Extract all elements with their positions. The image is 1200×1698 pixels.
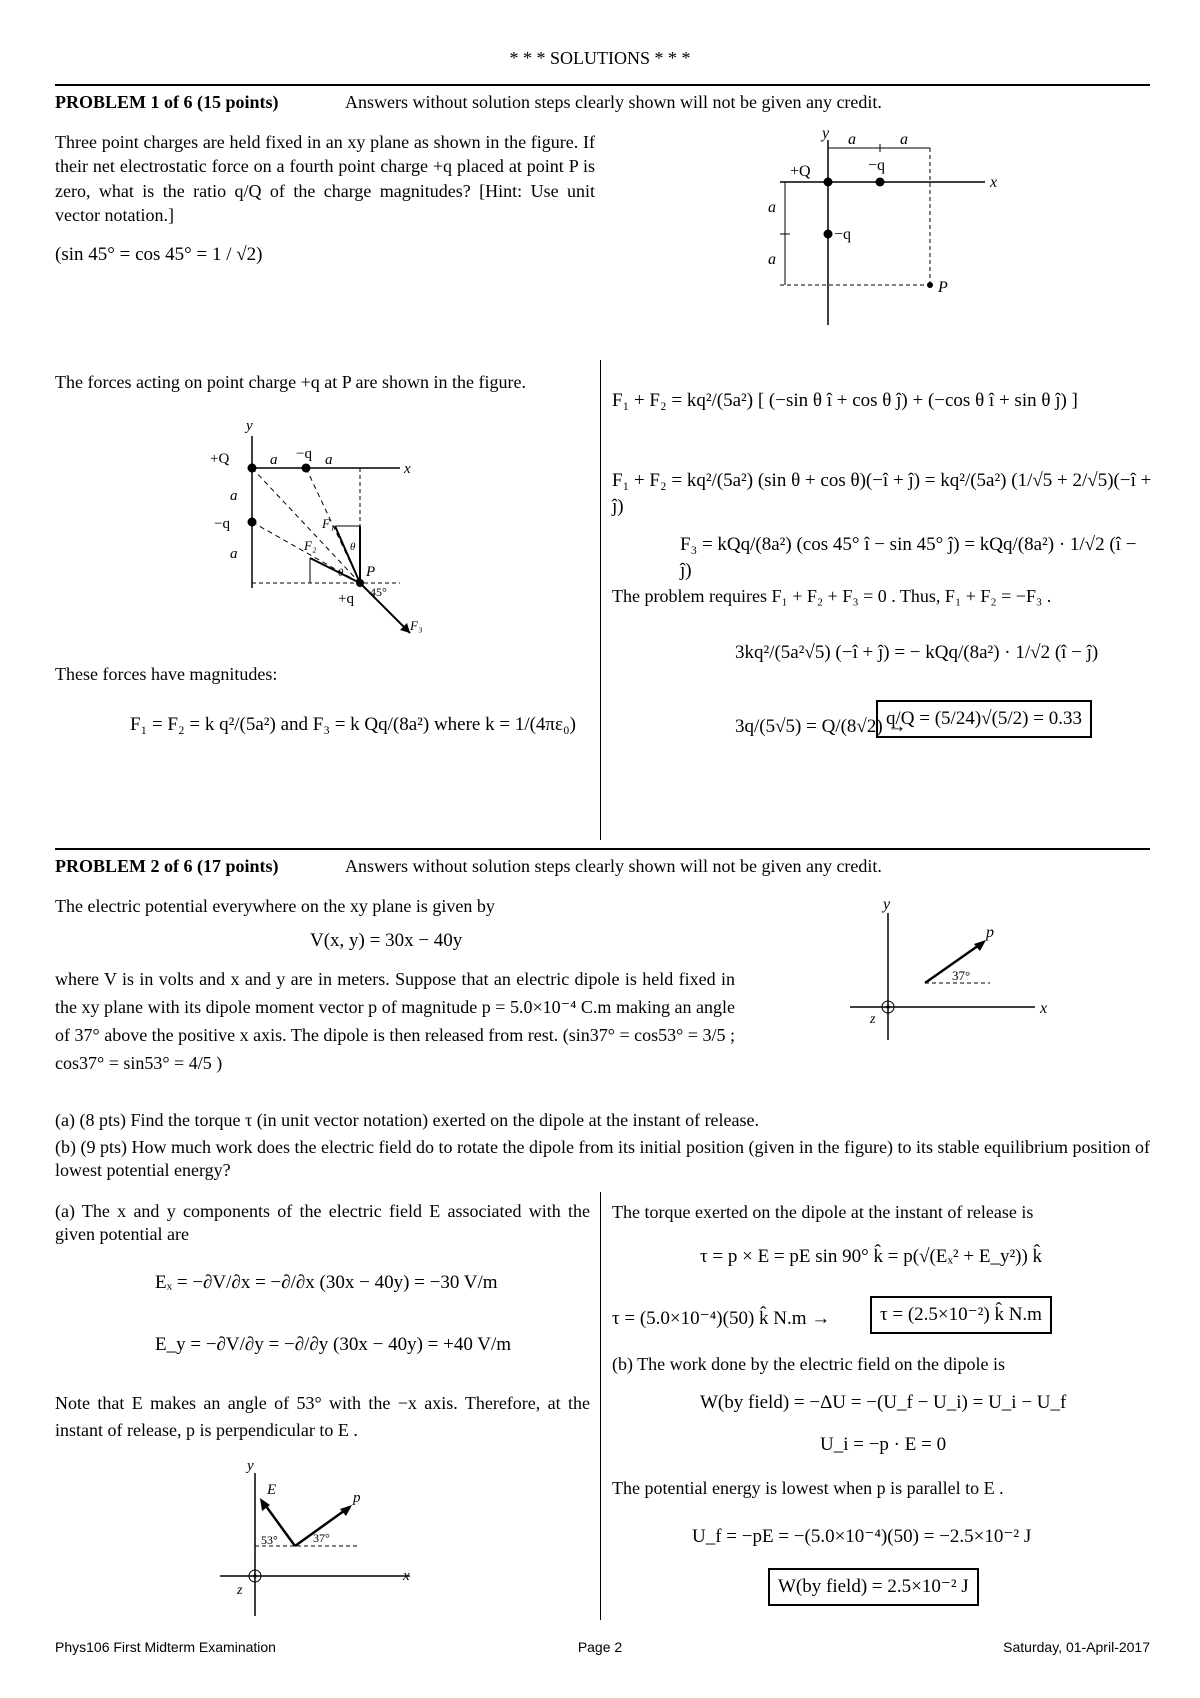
problem1-requirement: The problem requires F₁ + F₂ + F₃ = 0 . Thus, F₁ + F₂ = −F₃ . <box>612 586 1052 606</box>
problem2-question-a: (a) (8 pts) Find the torque τ (in unit vector notation) exerted on the dipole at the instant of release. <box>55 1110 760 1130</box>
divider-top <box>55 84 1150 86</box>
problem2-field-note: Note that E makes an angle of 53° with the −x axis. Therefore, at the instant of release, p is perpendicular to E . <box>55 1393 590 1440</box>
problem2-field-intro: (a) The x and y components of the electric field E associated with the given potential are <box>55 1201 590 1244</box>
fig2-angle-45: 45° <box>370 585 387 599</box>
fig2-x-label: x <box>404 461 411 477</box>
fig4-angle-53: 53° <box>261 1533 278 1547</box>
fig2-a-left-upper: a <box>230 488 238 504</box>
problem1-statement: Three point charges are held fixed in an xy plane as shown in the figure. If their net electrostatic force on a fourth point charge +q placed at point P is zero, what is the ratio q/Q of the charge magnitudes? [Hint: Use unit vector notation.] <box>55 132 595 225</box>
problem1-charge-figure <box>760 130 1000 330</box>
problem2-column-divider <box>600 1192 601 1620</box>
fig1-charge-Q: +Q <box>790 163 811 180</box>
problem1-eq-F3: F₃ = kQq/(8a²) (cos 45° î − sin 45° ĵ) = kQq/(8a²) · 1/√2 (î − ĵ) <box>680 534 1137 581</box>
problem2-potential-equation: V(x, y) = 30x − 40y <box>310 930 463 951</box>
fig4-p-label: p <box>353 1490 361 1506</box>
fig4-y-label: y <box>247 1458 254 1474</box>
fig1-x-label: x <box>990 174 998 191</box>
problem1-eq-sum-components: F₁ + F₂ = kq²/(5a²) [ (−sin θ î + cos θ ĵ) + (−cos θ î + sin θ ĵ) ] <box>612 390 1078 411</box>
problem1-heading: PROBLEM 1 of 6 (15 points) <box>55 92 279 112</box>
fig2-a-left-lower: a <box>230 546 238 562</box>
fig1-a-top-left: a <box>848 131 856 148</box>
divider-problem2 <box>55 848 1150 850</box>
footer-page-number: Page 2 <box>577 1639 623 1655</box>
fig3-y-label: y <box>883 896 891 913</box>
problem2-notice: Answers without solution steps clearly shown will not be given any credit. <box>345 856 882 876</box>
problem2-field-dipole-figure <box>215 1458 425 1618</box>
problem2-work-answer-box: W(by field) = 2.5×10⁻² J <box>768 1568 979 1606</box>
fig4-E-label: E <box>267 1482 277 1498</box>
problem1-eq-ratio: 3q/(5√5) = Q/(8√2) → <box>735 716 907 737</box>
fig1-y-label: y <box>822 130 830 142</box>
problem2-dipole-figure <box>840 895 1060 1045</box>
fig1-charge-q-below: −q <box>834 226 852 243</box>
problem1-notice: Answers without solution steps clearly shown will not be given any credit. <box>345 92 882 112</box>
fig4-angle-37: 37° <box>313 1531 330 1545</box>
fig1-a-left-lower: a <box>768 251 776 268</box>
fig1-charge-q-right: −q <box>868 157 886 174</box>
problem2-eq-Ex: Eₓ = −∂V/∂x = −∂/∂x (30x − 40y) = −30 V/m <box>155 1272 498 1293</box>
problem2-lowest-energy-note: The potential energy is lowest when p is parallel to E . <box>612 1478 1004 1498</box>
problem2-heading: PROBLEM 2 of 6 (17 points) <box>55 856 279 876</box>
fig2-F3-label: F₃ <box>410 618 423 633</box>
fig4-x-label: x <box>403 1568 410 1584</box>
fig2-charge-q-left: −q <box>214 516 230 532</box>
fig2-y-label: y <box>246 418 253 434</box>
problem2-intro: The electric potential everywhere on the xy plane is given by <box>55 896 495 916</box>
problem1-answer-box: q/Q = (5/24)√(5/2) = 0.33 <box>876 700 1092 738</box>
footer-date: Saturday, 01-April-2017 <box>1003 1639 1150 1655</box>
fig3-x-label: x <box>1040 1000 1048 1017</box>
fig2-point-P: P <box>366 564 376 580</box>
footer-exam-name: Phys106 First Midterm Examination <box>55 1639 276 1655</box>
fig2-a-top-left: a <box>270 452 278 468</box>
fig3-z-label: z <box>870 1012 876 1027</box>
problem2-torque-intro: The torque exerted on the dipole at the instant of release is <box>612 1202 1034 1222</box>
problem1-hint-equation: (sin 45° = cos 45° = 1 / √2) <box>55 244 263 265</box>
fig2-charge-Q: +Q <box>210 451 230 467</box>
fig2-F1-label: F₁ <box>322 516 335 531</box>
fig3-angle-37: 37° <box>952 968 971 983</box>
fig2-F2-label: F₂ <box>304 538 317 553</box>
problem2-eq-torque-general: τ = p × E = pE sin 90° k̂ = p(√(Eₓ² + E_y²)) k̂ <box>700 1246 1043 1267</box>
fig1-a-top-right: a <box>900 131 908 148</box>
problem1-force-diagram <box>210 408 430 638</box>
problem1-column-divider <box>600 360 601 840</box>
problem2-description: where V is in volts and x and y are in meters. Suppose that an electric dipole is held fixed in the xy plane with its dipole moment vector p of magnitude p = 5.0×10⁻⁴ C.m making an angle of 37° above the positive x axis. The dipole is then released from rest. (sin37° = cos53° = 3/5 ; cos37° = sin53° = 4/5 ) <box>55 969 735 1073</box>
page-header-title: * * * SOLUTIONS * * * <box>509 48 691 68</box>
problem2-eq-Ey: E_y = −∂V/∂y = −∂/∂y (30x − 40y) = +40 V/m <box>155 1334 512 1355</box>
problem2-eq-work-definition: W(by field) = −ΔU = −(U_f − U_i) = U_i − U_f <box>700 1392 1067 1413</box>
problem1-forces-intro: The forces acting on point charge +q at P are shown in the figure. <box>55 372 527 392</box>
problem2-eq-initial-energy: U_i = −p · E = 0 <box>820 1434 947 1455</box>
fig1-a-left-upper: a <box>768 199 776 216</box>
problem2-work-intro: (b) The work done by the electric field on the dipole is <box>612 1354 1006 1374</box>
problem2-eq-final-energy: U_f = −pE = −(5.0×10⁻⁴)(50) = −2.5×10⁻² J <box>692 1526 1032 1547</box>
problem1-eq-balance: 3kq²/(5a²√5) (−î + ĵ) = − kQq/(8a²) · 1/√2 (î − ĵ) <box>735 642 1099 663</box>
problem2-torque-answer-box: τ = (2.5×10⁻²) k̂ N.m <box>870 1296 1052 1334</box>
problem2-question-b: (b) (9 pts) How much work does the electric field do to rotate the dipole from its initial position (given in the figure) to its stable equilibrium position of lowest potential energy? <box>55 1137 1150 1180</box>
fig2-a-top-right: a <box>325 452 333 468</box>
problem1-magnitudes-intro: These forces have magnitudes: <box>55 664 278 684</box>
fig2-theta-upper: θ <box>350 541 356 553</box>
problem1-magnitudes-equation: F₁ = F₂ = k q²/(5a²) and F₃ = k Qq/(8a²) where k = 1/(4πε₀) <box>130 714 576 735</box>
fig4-z-label: z <box>237 1583 243 1598</box>
fig1-point-P: P <box>938 279 948 296</box>
problem1-eq-sum-simplified: F₁ + F₂ = kq²/(5a²) (sin θ + cos θ)(−î + ĵ) = kq²/(5a²) (1/√5 + 2/√5)(−î + ĵ) <box>612 470 1152 517</box>
fig2-test-charge: +q <box>338 591 354 607</box>
fig3-p-label: p <box>986 924 994 941</box>
fig2-theta-lower: θ <box>338 567 344 579</box>
problem2-eq-torque-value: τ = (5.0×10⁻⁴)(50) k̂ N.m → <box>612 1308 831 1329</box>
fig2-charge-q-top: −q <box>296 446 312 462</box>
